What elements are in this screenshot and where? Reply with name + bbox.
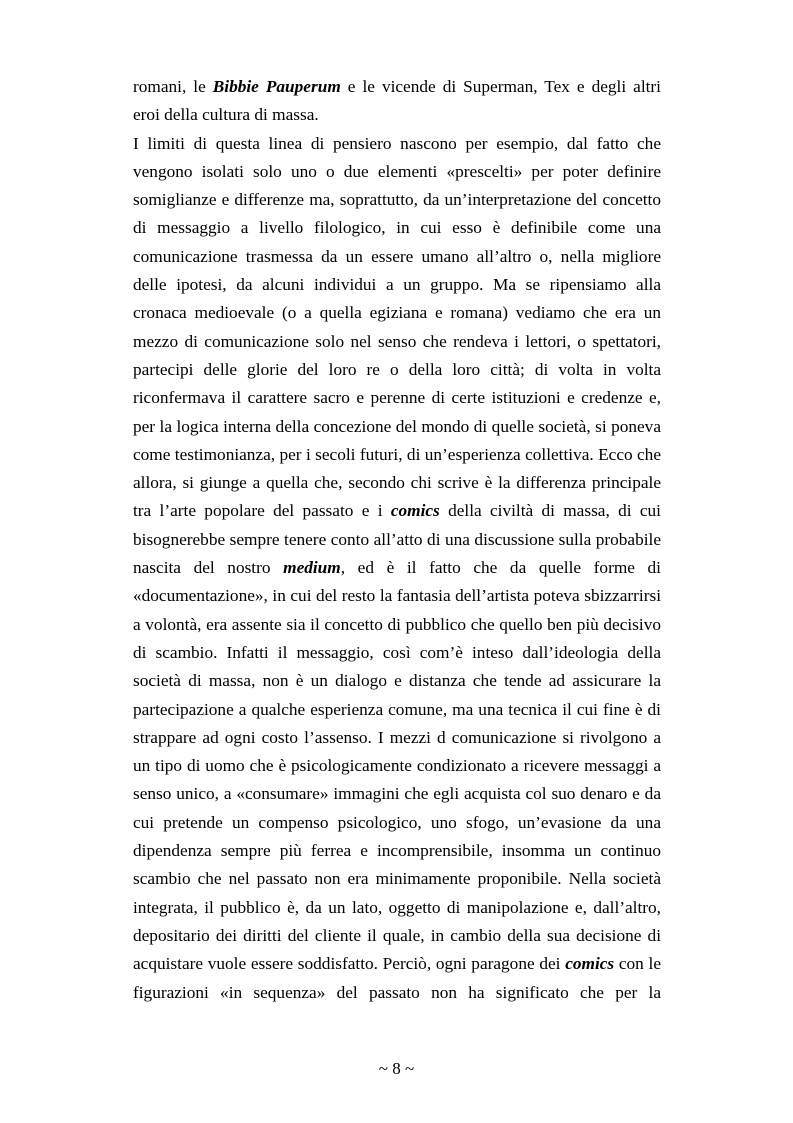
- text-segment: e le vicende di Superman, Tex e degli altri: [340, 77, 661, 96]
- text-segment: cronaca medioevale (o a quella egiziana e romana) vediamo che era un: [133, 303, 661, 323]
- text-segment: somiglianze e differenze ma, soprattutto, da un’interpretazione del concetto: [133, 190, 661, 210]
- text-line: [133, 243, 661, 271]
- text-line: [133, 441, 661, 469]
- text-line: [133, 865, 661, 893]
- text-segment: vengono isolati solo uno o due elementi «prescelti» per poter definire: [133, 161, 661, 181]
- text-segment: scambio che nel passato non era minimamente proponibile. Nella società: [133, 869, 661, 889]
- text-line: [133, 497, 661, 525]
- text-segment: partecipazione a qualche esperienza comune, ma una tecnica il cui fine è di: [133, 699, 661, 719]
- emphasized-term: comics: [390, 501, 440, 521]
- text-line: [133, 328, 661, 356]
- text-line: [133, 299, 661, 327]
- text-segment: partecipi delle glorie del loro re o della loro città; di volta in volta: [133, 359, 661, 379]
- text-segment: dipendenza sempre più ferrea e incomprensibile, insomma un continuo: [133, 841, 661, 861]
- text-segment: della civiltà di massa, di cui: [439, 501, 661, 521]
- text-segment: di scambio. Infatti il messaggio, così com’è inteso dall’ideologia della: [133, 642, 661, 662]
- text-line: [133, 639, 661, 667]
- text-line: [133, 384, 661, 412]
- text-segment: , ed è il fatto che da quelle forme di: [340, 558, 661, 578]
- text-segment: cui pretende un compenso psicologico, uno sfogo, un’evasione da una: [133, 812, 661, 832]
- text-segment: a volontà, era assente sia il concetto di pubblico che quello ben più decisivo: [133, 614, 661, 634]
- text-line: [133, 130, 661, 158]
- text-line: [133, 667, 661, 695]
- text-segment: un tipo di uomo che è psicologicamente condizionato a ricevere messaggi a: [133, 756, 661, 776]
- text-segment: società di massa, non è un dialogo e distanza che tende ad assicurare la: [133, 671, 661, 691]
- text-line: [133, 611, 661, 639]
- text-line: [133, 894, 661, 922]
- emphasized-term: comics: [565, 954, 615, 974]
- text-line: [133, 780, 661, 808]
- text-segment: allora, si giunge a quella che, secondo chi scrive è la differenza principale: [133, 473, 661, 493]
- text-segment: come testimonianza, per i secoli futuri, di un’esperienza collettiva. Ecco che: [133, 444, 661, 464]
- text-segment: figurazioni «in sequenza» del passato non ha significato che per la: [133, 982, 661, 1002]
- text-line: [133, 413, 661, 441]
- text-line: [133, 809, 661, 837]
- text-line: [133, 186, 661, 214]
- text-line: [133, 101, 661, 129]
- text-line: [133, 950, 661, 978]
- text-line: [133, 752, 661, 780]
- text-line: [133, 724, 661, 752]
- text-segment: comunicazione trasmessa da un essere umano all’altro o, nella migliore: [133, 246, 661, 266]
- text-segment: mezzo di comunicazione solo nel senso che rendeva i lettori, o spettatori,: [133, 331, 661, 351]
- text-line: [133, 526, 661, 554]
- text-segment: strappare ad ogni costo l’assenso. I mezzi d comunicazione si rivolgono a: [133, 727, 661, 747]
- text-line: [133, 979, 661, 1007]
- text-line: [133, 214, 661, 242]
- body-text: [133, 73, 661, 1007]
- text-line: [133, 554, 661, 582]
- text-segment: con le: [614, 954, 661, 974]
- text-line: [133, 356, 661, 384]
- text-segment: riconfermava il carattere sacro e perenne di certe istituzioni e credenze e,: [133, 388, 661, 408]
- text-segment: di messaggio a livello filologico, in cui esso è definibile come una: [133, 218, 661, 238]
- text-line: [133, 73, 661, 101]
- text-segment: tra l’arte popolare del passato e i: [133, 501, 391, 521]
- text-segment: per la logica interna della concezione del mondo di quelle società, si poneva: [133, 416, 661, 436]
- text-segment: eroi della cultura di massa.: [133, 105, 319, 125]
- text-line: [133, 922, 661, 950]
- text-segment: nascita del nostro: [133, 558, 284, 578]
- text-segment: depositario dei diritti del cliente il quale, in cambio della sua decisione di: [133, 925, 661, 945]
- text-segment: «documentazione», in cui del resto la fantasia dell’artista poteva sbizzarrirsi: [133, 586, 661, 606]
- text-segment: delle ipotesi, da alcuni individui a un gruppo. Ma se ripensiamo alla: [133, 275, 661, 295]
- text-line: [133, 158, 661, 186]
- text-segment: romani, le: [133, 77, 213, 96]
- text-segment: integrata, il pubblico è, da un lato, oggetto di manipolazione e, dall’altro,: [133, 897, 661, 917]
- text-line: [133, 469, 661, 497]
- emphasized-term: Bibbie Pauperum: [212, 77, 341, 96]
- text-segment: I limiti di questa linea di pensiero nascono per esempio, dal fatto che: [133, 133, 661, 153]
- text-segment: senso unico, a «consumare» immagini che egli acquista col suo denaro e da: [133, 784, 661, 804]
- text-line: [133, 582, 661, 610]
- text-line: [133, 271, 661, 299]
- emphasized-term: medium: [283, 558, 341, 578]
- text-line: [133, 696, 661, 724]
- text-line: [133, 837, 661, 865]
- text-segment: bisognerebbe sempre tenere conto all’atto di una discussione sulla probabile: [133, 529, 661, 549]
- text-segment: acquistare vuole essere soddisfatto. Perciò, ogni paragone dei: [133, 954, 566, 974]
- page-number: ~ 8 ~: [378, 1059, 415, 1078]
